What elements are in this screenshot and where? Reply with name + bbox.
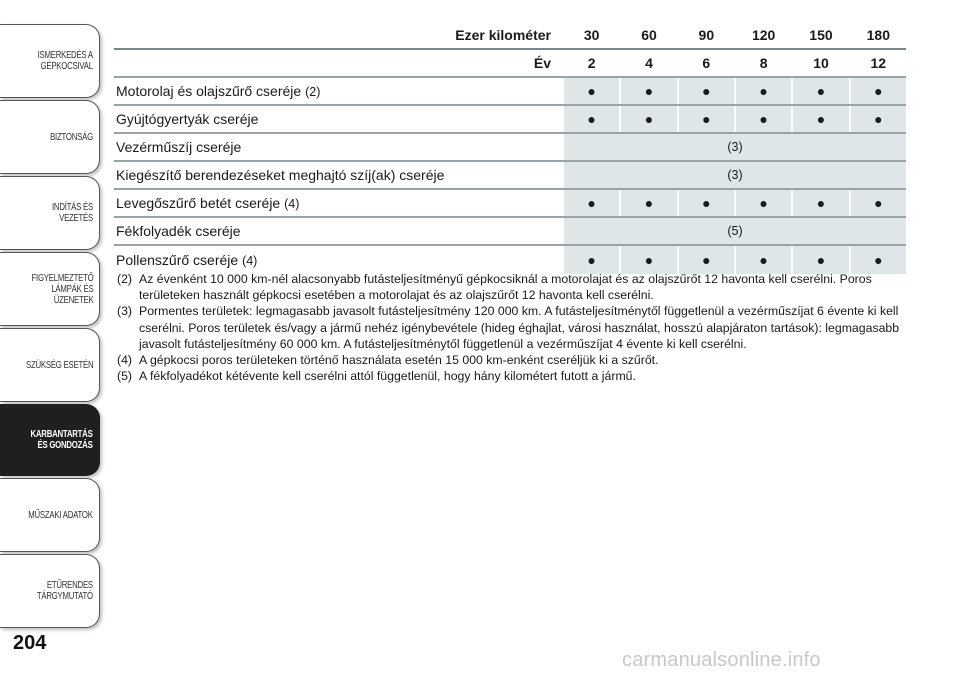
- footnote-mark: (3): [117, 304, 133, 319]
- dot-icon: ●: [587, 83, 596, 99]
- dot-icon: ●: [816, 195, 826, 211]
- merged-note-cell: (5): [564, 218, 906, 244]
- dot-cell: [677, 78, 734, 104]
- header-km-row: [114, 22, 906, 50]
- header-year-cell: 2: [587, 55, 596, 71]
- row-note: (4): [242, 254, 258, 268]
- dot-icon: ●: [644, 111, 654, 127]
- header-km-cell: 150: [791, 22, 848, 48]
- row-label: [114, 223, 561, 239]
- dot-icon: ●: [759, 252, 768, 268]
- row-label: [114, 111, 561, 127]
- tab-muszaki[interactable]: [0, 478, 100, 552]
- dot-cell: [619, 190, 676, 216]
- tab-label: KARBANTARTÁS ÉS GONDOZÁS: [30, 429, 93, 451]
- footnote-text: Az évenként 10 000 km-nél alacsonyabb futásteljesítményű gépkocsiknál a motorolajat és az olajszűrőt 12 havonta kell cserélni. Poros területeken használt gépkocsi esetében a motorolajat és az olajszűrőt 12 havonta kell cserélni.: [139, 272, 872, 303]
- row-note: (4): [284, 197, 300, 211]
- tab-label: INDÍTÁS ÉS VEZETÉS: [51, 202, 93, 224]
- dot-cell: [677, 190, 734, 216]
- row-label-text: Levegőszűrő betét cseréje: [116, 195, 281, 211]
- tab-targymutato[interactable]: [0, 554, 100, 628]
- footnote-text: A fékfolyadékot kétévente kell cserélni attól függetlenül, hogy hány kilométert futott a jármű.: [139, 369, 636, 384]
- watermark: carmanualsonline.info: [622, 649, 821, 671]
- dot-icon: ●: [759, 83, 768, 99]
- row-label-text: Vezérműszíj cseréje: [116, 139, 242, 155]
- header-km-cell: 120: [734, 22, 791, 48]
- table-row: [114, 78, 906, 106]
- footnote-mark: (2): [117, 272, 133, 286]
- dot-icon: ●: [874, 195, 883, 211]
- dot-icon: ●: [702, 195, 711, 211]
- row-label: [114, 83, 561, 99]
- row-label: [114, 139, 561, 155]
- footnotes: [117, 271, 907, 384]
- header-year-cell: 6: [677, 50, 734, 76]
- dot-cell: [791, 246, 848, 274]
- dot-icon: ●: [702, 252, 711, 268]
- row-label: [114, 252, 561, 268]
- footnote: [117, 352, 907, 368]
- tab-label: SZÜKSÉG ESETÉN: [25, 359, 93, 371]
- dot-icon: ●: [759, 195, 768, 211]
- footnote: [117, 303, 907, 352]
- row-note: (2): [305, 85, 321, 99]
- dot-icon: ●: [587, 111, 596, 127]
- dot-cell: [734, 106, 791, 132]
- footnote-text: A gépkocsi poros területeken történő használata esetén 15 000 km-enként cseréljük ki a szűrőt.: [139, 353, 659, 368]
- footnote-text: Pormentes területek: legmagasabb javasolt futásteljesítmény 120 000 km. A futásteljesítménytől függetlenül a vezérműszíjat 6 évente ki kell cserélni. Poros területek és/vagy a jármű nehéz igénybevétele (hideg éghajlat, városi használat, hosszú alapjáraton tartások): legmagasabb javasolt futásteljesítmény 60 000 km. A futásteljesítménytől függetlenül a vezérműszíjat 4 évente ki kell cserélni.: [139, 304, 900, 351]
- dot-icon: ●: [874, 111, 883, 127]
- row-label: [114, 167, 561, 183]
- header-year-cell: 4: [619, 50, 676, 76]
- dot-icon: ●: [644, 252, 654, 268]
- tab-ismerkedes[interactable]: [0, 24, 100, 98]
- header-year-label: Év: [533, 55, 551, 71]
- dot-cell: [849, 106, 906, 132]
- dot-cell: [849, 246, 906, 274]
- table-row: [114, 246, 906, 274]
- tab-label: ISMERKEDÉS A GÉPKOCSIVAL: [37, 50, 93, 72]
- row-label-text: Fékfolyadék cseréje: [116, 223, 241, 239]
- tab-label: ETŰRENDES TÁRGYMUTATÓ: [36, 580, 93, 602]
- header-year-cell: 10: [791, 50, 848, 76]
- dot-icon: ●: [644, 83, 654, 99]
- tab-label: BIZTONSÁG: [50, 131, 93, 143]
- header-year-cell: 12: [849, 50, 906, 76]
- header-km-label: Ezer kilométer: [455, 27, 551, 43]
- row-label: [114, 195, 561, 211]
- table-row: [114, 162, 906, 190]
- dot-cell: [791, 190, 848, 216]
- tab-biztonsag[interactable]: [0, 100, 100, 174]
- dot-icon: ●: [702, 111, 711, 127]
- row-label-text: Kiegészítő berendezéseket meghajtó szíj(ak) cseréje: [116, 167, 445, 183]
- dot-icon: ●: [587, 195, 596, 211]
- table-row: [114, 218, 906, 246]
- tab-inditas[interactable]: [0, 176, 100, 250]
- dot-cell: [677, 106, 734, 132]
- dot-cell: [791, 106, 848, 132]
- dot-cell: [734, 78, 791, 104]
- dot-cell: [619, 246, 676, 274]
- dot-icon: ●: [874, 83, 883, 99]
- tab-label: MŰSZAKI ADATOK: [28, 509, 93, 521]
- dot-cell: [677, 246, 734, 274]
- tab-szukseg[interactable]: [0, 328, 100, 402]
- dot-cell: [564, 246, 619, 274]
- dot-cell: [849, 190, 906, 216]
- dot-icon: ●: [816, 252, 826, 268]
- table-row: [114, 134, 906, 162]
- footnote-mark: (4): [117, 353, 133, 368]
- tab-label: FIGYELMEZTETŐ LÁMPÁK ÉS ÜZENETEK: [31, 272, 93, 306]
- dot-cell: [791, 78, 848, 104]
- dot-cell: [734, 190, 791, 216]
- page-number: 204: [13, 632, 47, 654]
- dot-cell: [849, 78, 906, 104]
- dot-icon: ●: [759, 111, 768, 127]
- maintenance-table: [114, 22, 906, 274]
- table-row: [114, 190, 906, 218]
- dot-cell: [564, 190, 619, 216]
- tab-figyelmezteto[interactable]: [0, 252, 100, 326]
- header-km-cell: 90: [677, 22, 734, 48]
- tab-karbantartas[interactable]: [0, 404, 100, 476]
- table-row: [114, 106, 906, 134]
- row-label-text: Gyújtógyertyák cseréje: [116, 111, 259, 127]
- footnote: [117, 271, 907, 303]
- row-label-text: Pollenszűrő cseréje: [116, 252, 239, 268]
- dot-icon: ●: [816, 111, 826, 127]
- header-km-cell: 180: [849, 22, 906, 48]
- merged-note-cell: (3): [564, 134, 906, 160]
- merged-note-cell: (3): [564, 162, 906, 188]
- dot-cell: [564, 106, 619, 132]
- row-label-text: Motorolaj és olajszűrő cseréje: [116, 83, 302, 99]
- dot-cell: [564, 78, 619, 104]
- header-year-cell: 8: [734, 50, 791, 76]
- dot-cell: [619, 78, 676, 104]
- header-km-cell: 60: [619, 22, 676, 48]
- dot-icon: ●: [816, 83, 826, 99]
- dot-icon: ●: [587, 252, 596, 268]
- dot-icon: ●: [644, 195, 654, 211]
- dot-icon: ●: [702, 83, 711, 99]
- header-km-cell: 30: [583, 27, 600, 43]
- footnote-mark: (5): [117, 369, 133, 384]
- dot-icon: ●: [874, 252, 883, 268]
- footnote: [117, 368, 907, 384]
- header-year-row: [114, 50, 906, 78]
- dot-cell: [734, 246, 791, 274]
- dot-cell: [619, 106, 676, 132]
